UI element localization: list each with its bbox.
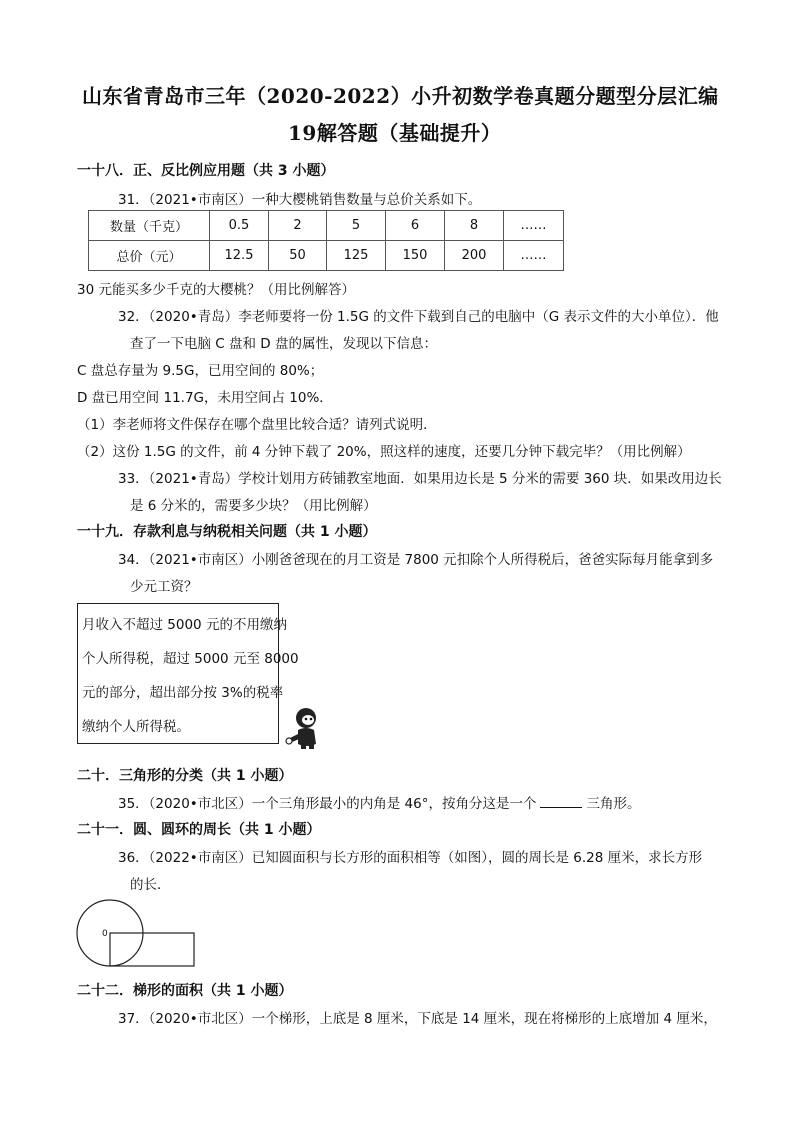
- table-cell: 6: [386, 211, 445, 241]
- question-32-sub1: （1）李老师将文件保存在哪个盘里比较合适？请列式说明．: [77, 417, 437, 433]
- section-heading-21: 二十一．圆、圆环的周长（共 1 小题）: [77, 822, 321, 838]
- section-heading-19: 一十九．存款利息与纳税相关问题（共 1 小题）: [77, 524, 377, 540]
- table-cell: 200: [445, 241, 504, 271]
- question-34-line2: 少元工资？: [130, 579, 198, 595]
- circle-rectangle-figure: [74, 896, 202, 970]
- table-cell: 12.5: [210, 241, 269, 271]
- table-cell: 5: [327, 211, 386, 241]
- question-32-line4: D 盘已用空间 11.7G，未用空间占 10%．: [77, 390, 333, 406]
- section-heading-22: 二十二．梯形的面积（共 1 小题）: [77, 983, 293, 999]
- question-33-line1: 33．（2021•青岛）学校计划用方砖铺教室地面．如果用边长是 5 分米的需要 360 块．如果改用边长: [118, 471, 722, 487]
- table-header-price: 总价（元）: [89, 241, 210, 271]
- table-cell: 8: [445, 211, 504, 241]
- question-36-line2: 的长．: [130, 877, 171, 893]
- question-32-line3: C 盘总存量为 9.5G，已用空间的 80%；: [77, 363, 324, 379]
- table-cell: 150: [386, 241, 445, 271]
- question-35-text: 35．（2020•市北区）一个三角形最小的内角是 46°，按角分这是一个: [118, 796, 537, 812]
- question-32-line1: 32．（2020•青岛）李老师要将一份 1.5G 的文件下载到自己的电脑中（G 表示文件的大小单位）．他: [118, 309, 719, 325]
- rectangle-shape: [110, 933, 194, 966]
- question-31-text: 31．（2021•市南区）一种大樱桃销售数量与总价关系如下。: [118, 192, 482, 208]
- table-cell: 50: [269, 241, 327, 271]
- price-table: [88, 210, 564, 271]
- circle-center-label: 0: [102, 929, 108, 939]
- table-header-quantity: 数量（千克）: [89, 211, 210, 241]
- question-36-line1: 36．（2022•市南区）已知圆面积与长方形的面积相等（如图），圆的周长是 6.28 厘米，求长方形: [118, 850, 703, 866]
- tax-rule-line: 元的部分，超出部分按 3%的税率: [82, 685, 284, 701]
- question-31-prompt: 30 元能买多少千克的大樱桃？（用比例解答）: [77, 282, 355, 298]
- question-35-suffix: 三角形。: [586, 796, 641, 812]
- question-32-sub2: （2）这份 1.5G 的文件，前 4 分钟下载了 20%，照这样的速度，还要几分钟下载完毕？（用比例解）: [77, 444, 691, 460]
- table-cell: ……: [504, 241, 564, 271]
- question-33-line2: 是 6 分米的，需要多少块？（用比例解）: [130, 498, 377, 514]
- table-cell: ……: [504, 211, 564, 241]
- table-row: [89, 211, 564, 241]
- answer-blank: [540, 795, 582, 808]
- tax-rule-line: 个人所得税，超过 5000 元至 8000: [82, 651, 299, 667]
- question-37-line1: 37．（2020•市北区）一个梯形，上底是 8 厘米，下底是 14 厘米，现在将梯形的上底增加 4 厘米，: [118, 1011, 717, 1027]
- table-row: [89, 241, 564, 271]
- section-heading-20: 二十．三角形的分类（共 1 小题）: [77, 768, 293, 784]
- tax-rule-line: 月收入不超过 5000 元的不用缴纳: [82, 617, 287, 633]
- question-34-line1: 34．（2021•市南区）小刚爸爸现在的月工资是 7800 元扣除个人所得税后，爸爸实际每月能拿到多: [118, 552, 714, 568]
- page-title: 山东省青岛市三年（2020-2022）小升初数学卷真题分题型分层汇编: [82, 84, 719, 108]
- tax-rule-line: 缴纳个人所得税。: [82, 719, 190, 735]
- table-cell: 0.5: [210, 211, 269, 241]
- page-subtitle: 19解答题（基础提升）: [288, 121, 502, 145]
- question-32-line2: 查了一下电脑 C 盘和 D 盘的属性，发现以下信息：: [130, 336, 437, 352]
- table-cell: 2: [269, 211, 327, 241]
- cartoon-figure-icon: [284, 706, 324, 750]
- section-heading-18: 一十八．正、反比例应用题（共 3 小题）: [77, 163, 335, 179]
- table-cell: 125: [327, 241, 386, 271]
- tax-rule-box: [77, 603, 299, 744]
- question-35: [118, 792, 640, 812]
